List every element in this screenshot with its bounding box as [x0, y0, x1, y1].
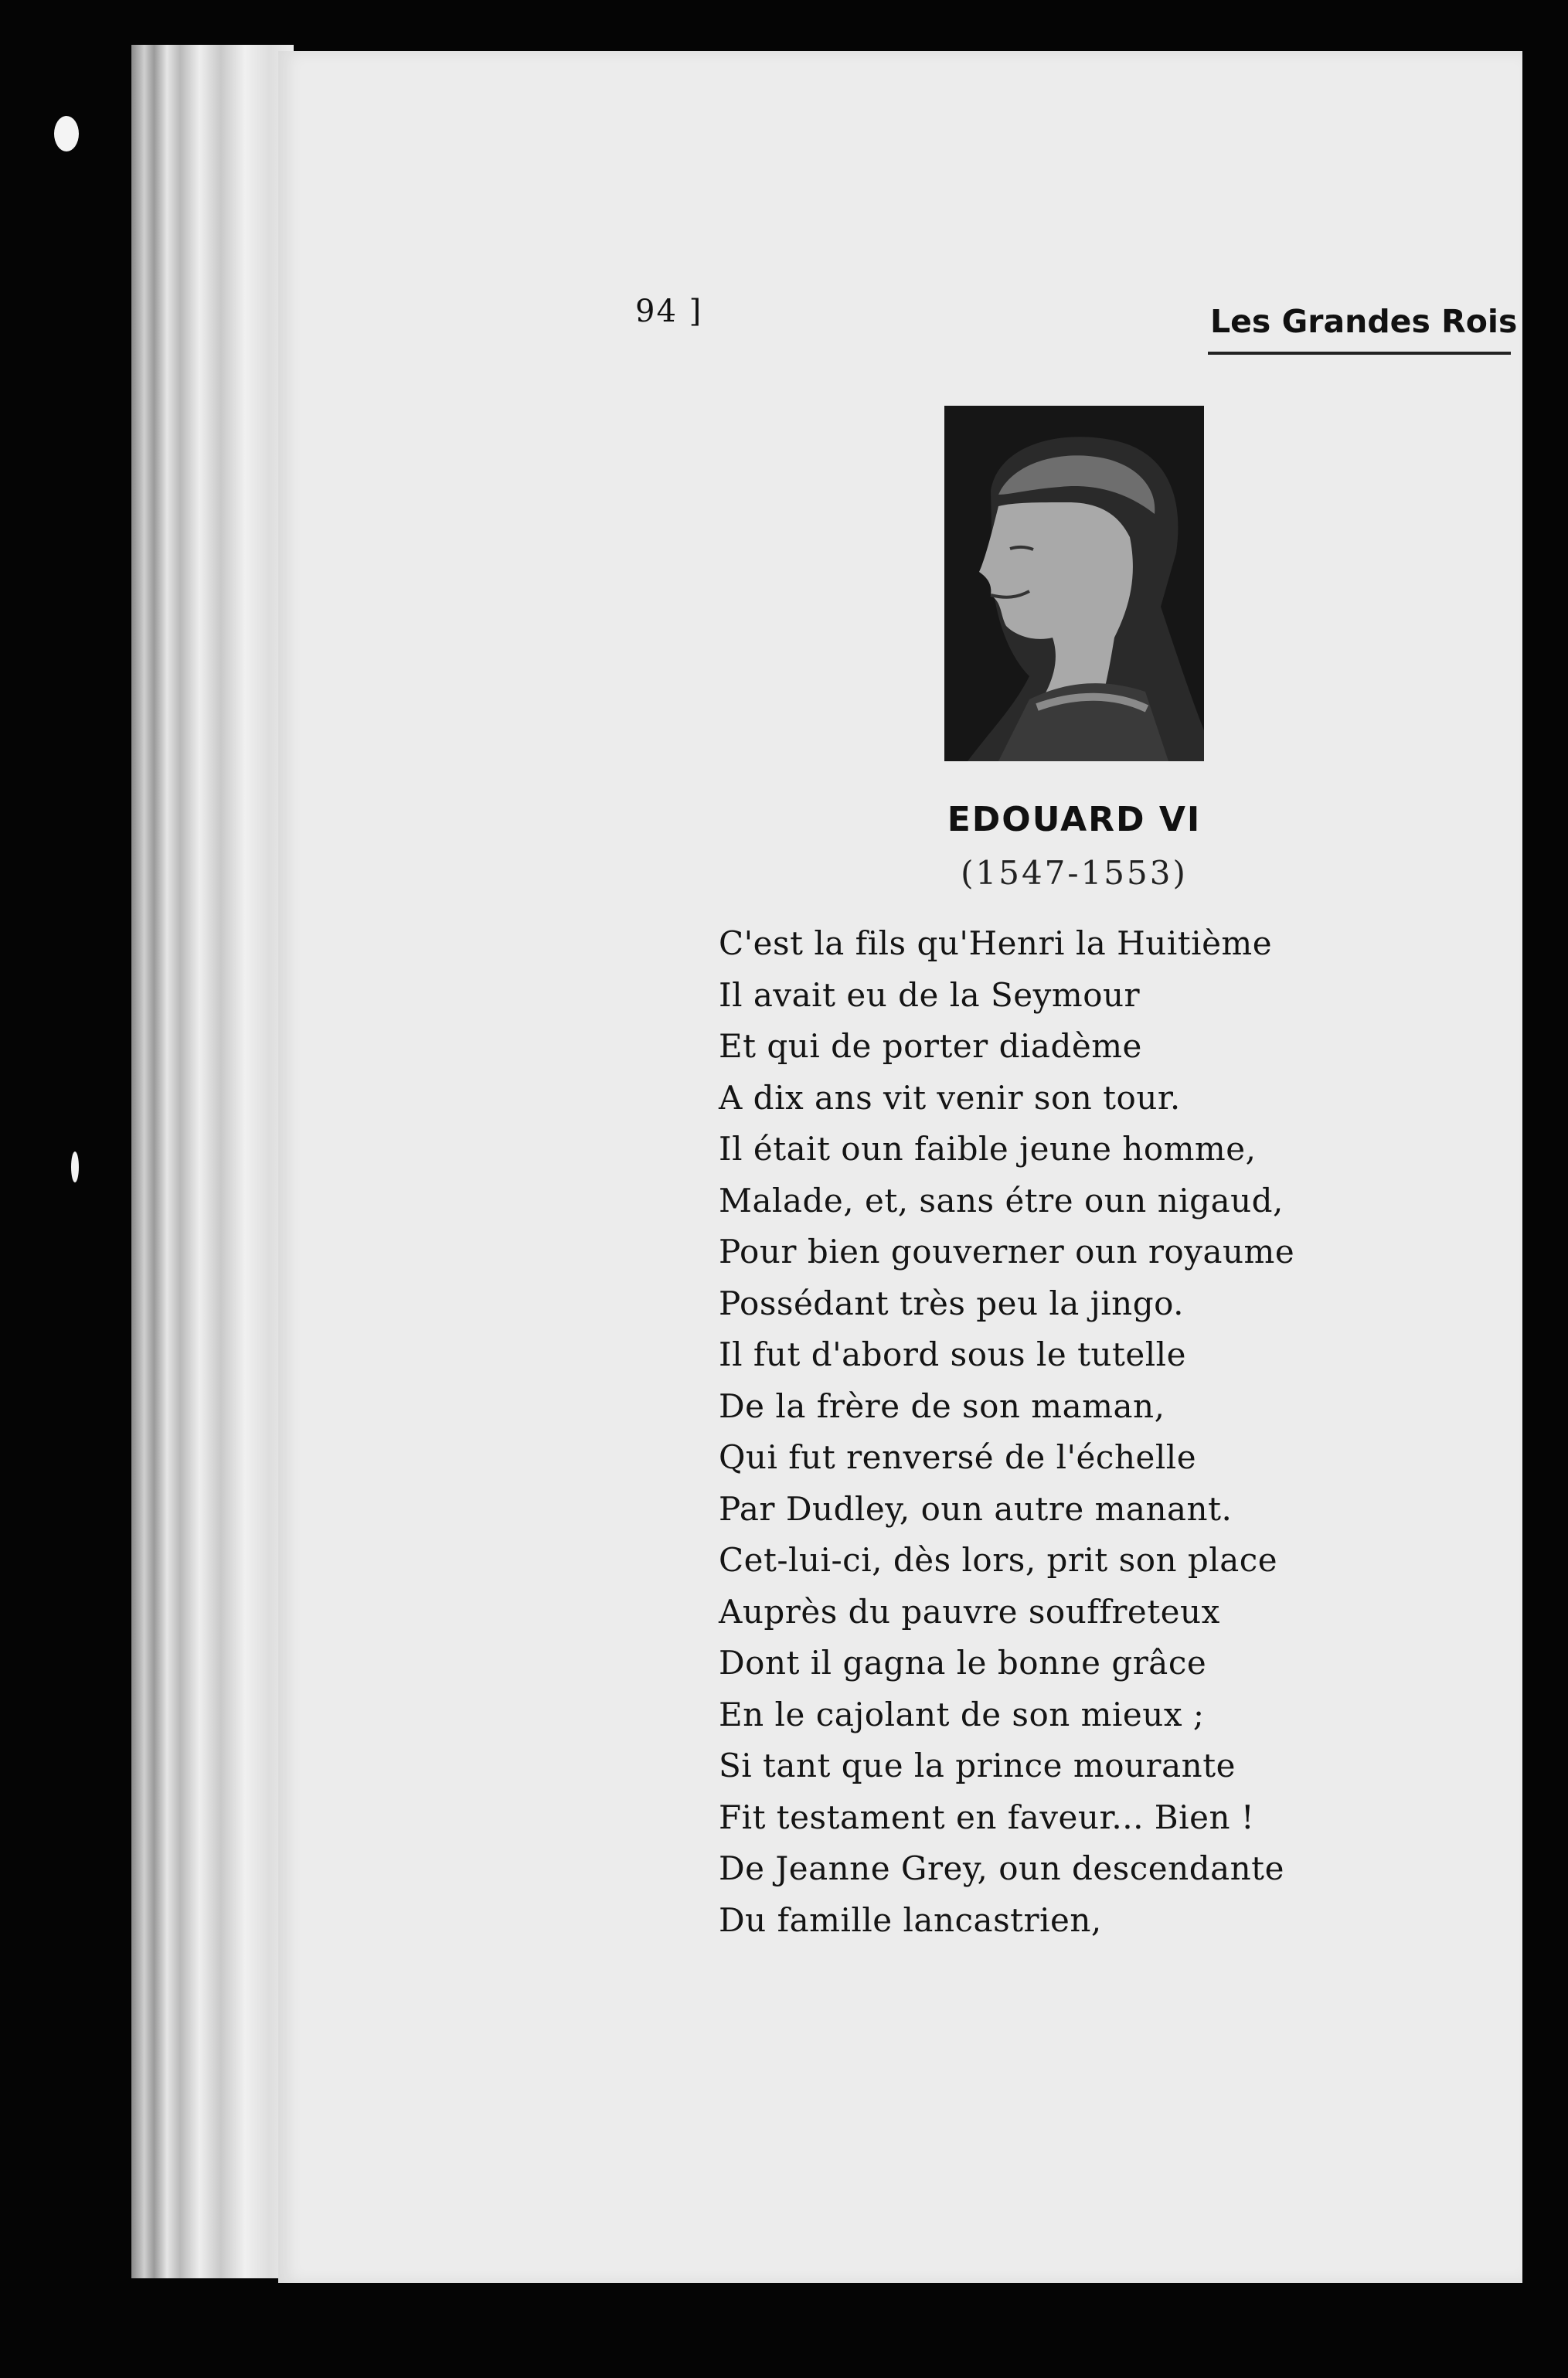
film-speck	[54, 116, 79, 151]
poem-line: Il était oun faible jeune homme,	[719, 1130, 1257, 1168]
poem-line: Cet-lui-ci, dès lors, prit son place	[719, 1541, 1278, 1579]
poem-line: A dix ans vit venir son tour.	[719, 1078, 1181, 1117]
poem-line: Du famille lancastrien,	[719, 1900, 1102, 1939]
poem-line: Si tant que la prince mourante	[719, 1747, 1236, 1784]
running-title: Les Grandes Rois	[1210, 303, 1518, 340]
poem-line: Pour bien gouverner oun royaume	[719, 1233, 1295, 1271]
poem-line: En le cajolant de son mieux ;	[719, 1695, 1205, 1733]
portrait-image	[944, 406, 1204, 761]
film-speck	[71, 1152, 79, 1182]
poem-line: Il fut d'abord sous le tutelle	[719, 1335, 1186, 1373]
poem-line: C'est la fils qu'Henri la Huitième	[719, 924, 1273, 962]
poem-line: Auprès du pauvre souffreteux	[719, 1592, 1220, 1631]
book-page-edges	[131, 45, 294, 2278]
poem-title: EDOUARD VI	[947, 800, 1202, 839]
portrait-engraving-icon	[944, 406, 1204, 761]
poem-line: Qui fut renversé de l'échelle	[719, 1438, 1197, 1476]
poem-line: Malade, et, sans étre oun nigaud,	[719, 1181, 1284, 1220]
poem-line: Par Dudley, oun autre manant.	[719, 1489, 1233, 1528]
poem-body	[719, 918, 1414, 1946]
poem-line: Et qui de porter diadème	[719, 1027, 1142, 1065]
poem-dates: (1547-1553)	[961, 854, 1188, 892]
page-number: 94 ]	[635, 294, 703, 329]
poem-line: De Jeanne Grey, oun descendante	[719, 1849, 1284, 1887]
poem-line: De la frère de son maman,	[719, 1386, 1165, 1425]
header-rule	[1208, 352, 1511, 355]
poem-line: Il avait eu de la Seymour	[719, 975, 1141, 1014]
poem-line: Possédant très peu la jingo.	[719, 1284, 1184, 1322]
poem-line: Fit testament en faveur... Bien !	[719, 1798, 1255, 1836]
poem-line: Dont il gagna le bonne grâce	[719, 1644, 1207, 1682]
